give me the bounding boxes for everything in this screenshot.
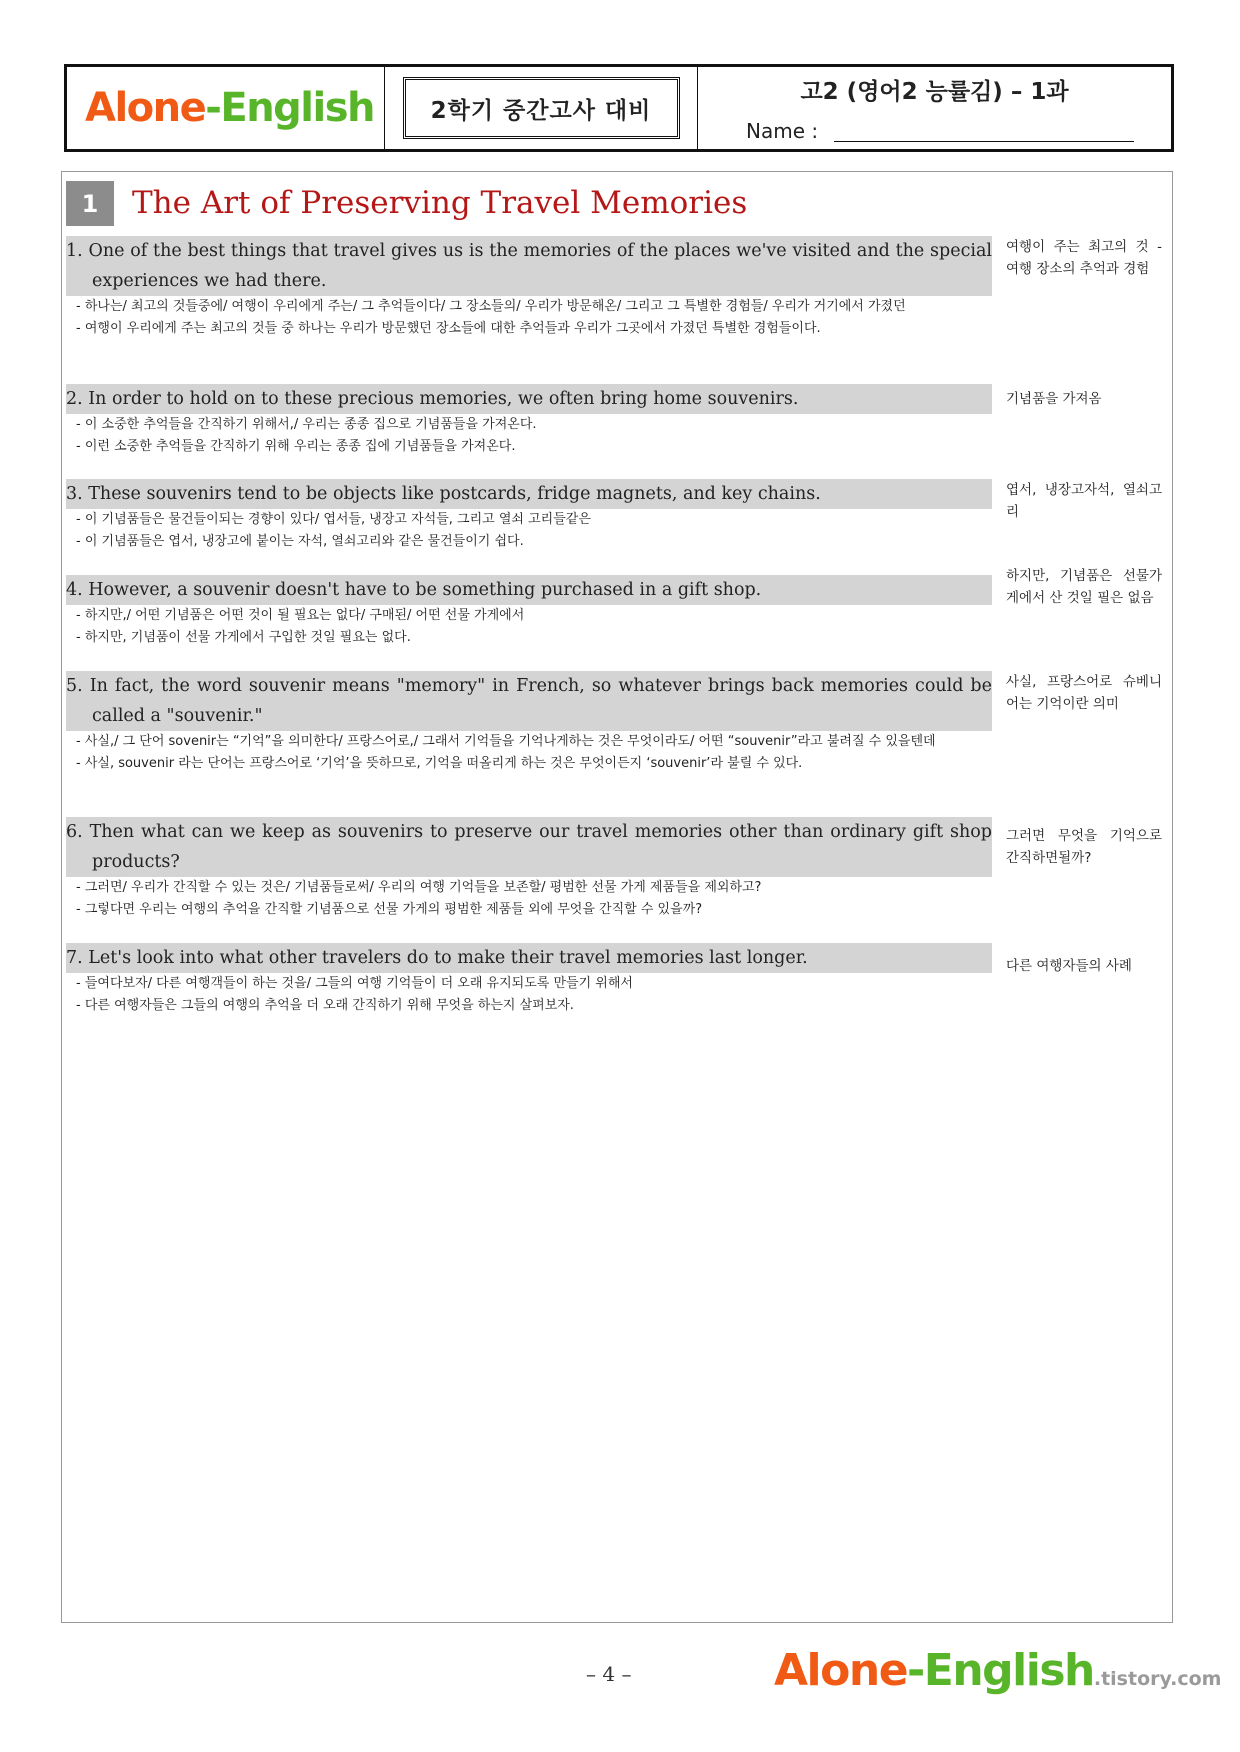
- english-sentence: 7. Let's look into what other travelers do to make their travel memories last longer.: [66, 943, 992, 973]
- name-label: Name :: [746, 119, 819, 143]
- korean-full-translation: - 다른 여행자들은 그들의 여행의 추억을 더 오래 간직하기 위해 무엇을 하는지 살펴보자.: [76, 998, 574, 1013]
- summary-note: 다른 여행자들의 사례: [1006, 958, 1132, 974]
- english-sentence: 5. In fact, the word souvenir means "memory" in French, so whatever brings back memories could be called a "souvenir.": [66, 671, 992, 731]
- korean-full-translation: - 여행이 우리에게 주는 최고의 것들 중 하나는 우리가 방문했던 장소들에 대한 추억들과 우리가 그곳에서 가졌던 특별한 경험들이다.: [76, 321, 821, 336]
- korean-chunk-translation: - 하지만,/ 어떤 기념품은 어떤 것이 될 필요는 없다/ 구매된/ 어떤 선물 가게에서: [76, 608, 525, 623]
- english-sentence: 6. Then what can we keep as souvenirs to preserve our travel memories other than ordinary gift shop products?: [66, 817, 992, 877]
- sentence-item-4: [66, 568, 1216, 649]
- alone-english-logo: Alone-English.tistory.com: [774, 1645, 1222, 1696]
- header-exam-cell: [385, 67, 698, 149]
- section-number: 1: [66, 181, 114, 226]
- alone-english-logo: Alone-English: [85, 85, 375, 131]
- korean-full-translation: - 하지만, 기념품이 선물 가게에서 구입한 것일 필요는 없다.: [76, 630, 411, 645]
- course-title: 고2 (영어2 능률김) – 1과: [800, 79, 1069, 105]
- sentence-item-6: [66, 817, 1216, 921]
- section-title: The Art of Preserving Travel Memories: [132, 185, 748, 221]
- korean-chunk-translation: - 들여다보자/ 다른 여행객들이 하는 것을/ 그들의 여행 기억들이 더 오래 유지되도록 만들기 위해서: [76, 976, 633, 991]
- header-info-cell: [698, 67, 1171, 149]
- sentence-item-3: [66, 479, 1216, 553]
- english-sentence: 3. These souvenirs tend to be objects like postcards, fridge magnets, and key chains.: [66, 479, 992, 509]
- header-logo-cell: [67, 67, 385, 149]
- sentence-item-2: [66, 384, 1216, 458]
- page-number: – 4 –: [586, 1662, 632, 1686]
- summary-note: 사실, 프랑스어로 슈베니어는 기억이란 의미: [1006, 674, 1162, 712]
- summary-note: 엽서, 냉장고자석, 열쇠고리: [1006, 482, 1162, 520]
- name-field[interactable]: [834, 141, 1134, 142]
- sentence-item-7: [66, 943, 1216, 1017]
- english-sentence: 1. One of the best things that travel gives us is the memories of the places we've visited and the special experiences we had there.: [66, 236, 992, 296]
- sentence-item-5: [66, 671, 1216, 775]
- summary-note: 하지만, 기념품은 선물가게에서 산 것일 필은 없음: [1006, 568, 1162, 606]
- worksheet-header: [64, 64, 1174, 152]
- english-sentence: 2. In order to hold on to these precious memories, we often bring home souvenirs.: [66, 384, 992, 414]
- summary-note: 그러면 무엇을 기억으로 간직하면될까?: [1006, 828, 1162, 866]
- korean-chunk-translation: - 이 소중한 추억들을 간직하기 위해서,/ 우리는 종종 집으로 기념품들을 가져온다.: [76, 417, 537, 432]
- korean-chunk-translation: - 이 기념품들은 물건들이되는 경향이 있다/ 엽서들, 냉장고 자석들, 그리고 열쇠 고리들같은: [76, 512, 591, 527]
- korean-chunk-translation: - 그러면/ 우리가 간직할 수 있는 것은/ 기념품들로써/ 우리의 여행 기억들을 보존할/ 평범한 선물 가게 제품들을 제외하고?: [76, 880, 762, 895]
- english-sentence: 4. However, a souvenir doesn't have to be something purchased in a gift shop.: [66, 575, 992, 605]
- korean-chunk-translation: - 사실,/ 그 단어 sovenir는 “기억”을 의미한다/ 프랑스어로,/ 그래서 기억들을 기억나게하는 것은 무엇이라도/ 어떤 “souvenir”라고 불려질 수 있을텐데: [76, 734, 936, 749]
- footer-logo: [774, 1645, 1221, 1696]
- korean-full-translation: - 사실, souvenir 라는 단어는 프랑스어로 ‘기억’을 뜻하므로, 기억을 떠올리게 하는 것은 무엇이든지 ‘souvenir’라 불릴 수 있다.: [76, 756, 803, 771]
- sentence-item-1: [66, 236, 1216, 340]
- korean-chunk-translation: - 하나는/ 최고의 것들중에/ 여행이 우리에게 주는/ 그 추억들이다/ 그 장소들의/ 우리가 방문해온/ 그리고 그 특별한 경험들/ 우리가 거기에서 가졌던: [76, 299, 906, 314]
- exam-label: 2학기 중간고사 대비: [403, 77, 680, 139]
- korean-full-translation: - 그렇다면 우리는 여행의 추억을 간직할 기념품으로 선물 가게의 평범한 제품들 외에 무엇을 간직할 수 있을까?: [76, 902, 703, 917]
- summary-note: 여행이 주는 최고의 것 - 여행 장소의 추억과 경험: [1006, 239, 1162, 277]
- summary-note: 기념품을 가져옴: [1006, 391, 1102, 407]
- korean-full-translation: - 이 기념품들은 엽서, 냉장고에 붙이는 자석, 열쇠고리와 같은 물건들이기 쉽다.: [76, 534, 524, 549]
- korean-full-translation: - 이런 소중한 추억들을 간직하기 위해 우리는 종종 집에 기념품들을 가져온다.: [76, 439, 516, 454]
